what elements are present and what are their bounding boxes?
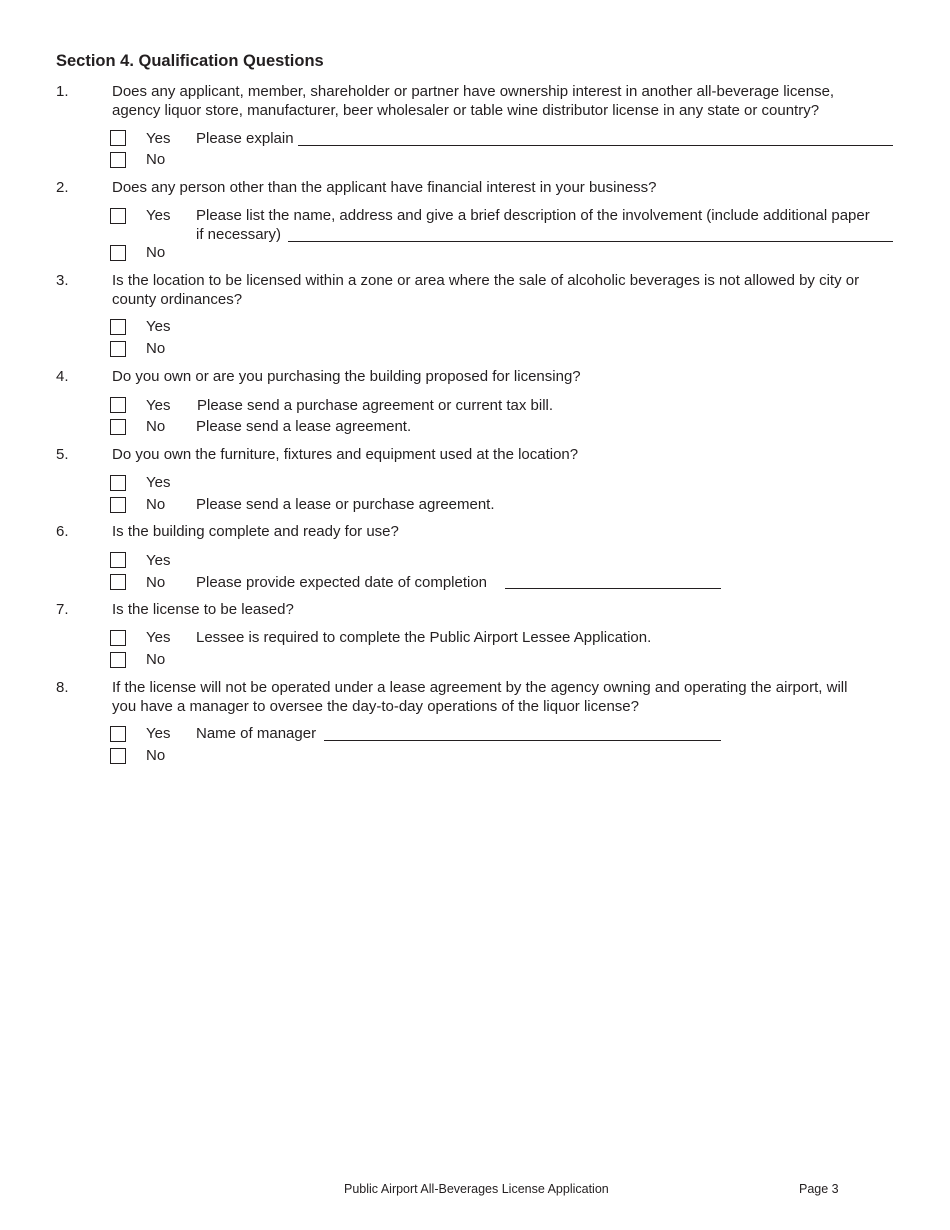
page-number: Page 3 bbox=[799, 1182, 839, 1196]
no-label: No bbox=[146, 244, 166, 261]
footer-title: Public Airport All-Beverages License Application bbox=[344, 1182, 609, 1196]
yes-note: Please list the name, address and give a brief description of the involvement (include additional paper bbox=[196, 207, 870, 224]
question-text: Is the license to be leased? bbox=[112, 601, 294, 618]
no-checkbox[interactable] bbox=[110, 574, 126, 590]
yes-label: Yes bbox=[146, 552, 171, 569]
question-text-line2: agency liquor store, manufacturer, beer wholesaler or table wine distributor license in any state or country? bbox=[112, 102, 820, 119]
yes-checkbox[interactable] bbox=[110, 475, 126, 491]
yes-label: Yes bbox=[146, 725, 171, 742]
yes-checkbox[interactable] bbox=[110, 397, 126, 413]
section-title: Section 4. Qualification Questions bbox=[56, 52, 324, 70]
no-note: Please provide expected date of completion bbox=[196, 574, 488, 591]
no-label: No bbox=[146, 651, 166, 668]
yes-checkbox[interactable] bbox=[110, 552, 126, 568]
question-number: 3. bbox=[56, 272, 69, 289]
question-text: Do you own the furniture, fixtures and equipment used at the location? bbox=[112, 446, 579, 463]
yes-note: Please send a purchase agreement or current tax bill. bbox=[197, 397, 554, 414]
question-number: 8. bbox=[56, 679, 69, 696]
question-number: 1. bbox=[56, 83, 69, 100]
completion-date-field[interactable] bbox=[505, 588, 721, 589]
question-text: Does any person other than the applicant have financial interest in your business? bbox=[112, 179, 657, 196]
yes-checkbox[interactable] bbox=[110, 208, 126, 224]
yes-label: Yes bbox=[146, 474, 171, 491]
no-note: Please send a lease or purchase agreement. bbox=[196, 496, 495, 513]
yes-checkbox[interactable] bbox=[110, 726, 126, 742]
no-checkbox[interactable] bbox=[110, 341, 126, 357]
yes-label: Yes bbox=[146, 397, 171, 414]
no-checkbox[interactable] bbox=[110, 419, 126, 435]
involvement-field[interactable] bbox=[288, 241, 893, 242]
question-number: 2. bbox=[56, 179, 69, 196]
question-text: Is the location to be licensed within a zone or area where the sale of alcoholic beverages is not allowed by city or bbox=[112, 272, 860, 289]
no-note: Please send a lease agreement. bbox=[196, 418, 412, 435]
no-label: No bbox=[146, 496, 166, 513]
yes-checkbox[interactable] bbox=[110, 630, 126, 646]
no-label: No bbox=[146, 747, 166, 764]
question-number: 4. bbox=[56, 368, 69, 385]
no-label: No bbox=[146, 151, 166, 168]
question-number: 5. bbox=[56, 446, 69, 463]
no-checkbox[interactable] bbox=[110, 245, 126, 261]
question-text: If the license will not be operated under a lease agreement by the agency owning and operating the airport, will bbox=[112, 679, 848, 696]
question-text-line2: you have a manager to oversee the day-to-day operations of the liquor license? bbox=[112, 698, 639, 715]
no-checkbox[interactable] bbox=[110, 497, 126, 513]
yes-label: Yes bbox=[146, 130, 171, 147]
question-text: Do you own or are you purchasing the building proposed for licensing? bbox=[112, 368, 581, 385]
yes-label: Yes bbox=[146, 318, 171, 335]
yes-note-line2: if necessary) bbox=[196, 226, 282, 243]
yes-checkbox[interactable] bbox=[110, 130, 126, 146]
manager-name-field[interactable] bbox=[324, 740, 721, 741]
question-text: Does any applicant, member, shareholder or partner have ownership interest in another all-beverage license, bbox=[112, 83, 835, 100]
question-text: Is the building complete and ready for use? bbox=[112, 523, 399, 540]
question-number: 7. bbox=[56, 601, 69, 618]
yes-note: Lessee is required to complete the Public Airport Lessee Application. bbox=[196, 629, 652, 646]
question-number: 6. bbox=[56, 523, 69, 540]
explain-field[interactable] bbox=[298, 145, 893, 146]
no-checkbox[interactable] bbox=[110, 748, 126, 764]
no-label: No bbox=[146, 340, 166, 357]
no-label: No bbox=[146, 574, 166, 591]
yes-checkbox[interactable] bbox=[110, 319, 126, 335]
question-text-line2: county ordinances? bbox=[112, 291, 243, 308]
no-checkbox[interactable] bbox=[110, 652, 126, 668]
yes-label: Yes bbox=[146, 629, 171, 646]
no-label: No bbox=[146, 418, 166, 435]
yes-label: Yes bbox=[146, 207, 171, 224]
no-checkbox[interactable] bbox=[110, 152, 126, 168]
yes-note: Please explain bbox=[196, 130, 294, 147]
yes-note: Name of manager bbox=[196, 725, 317, 742]
